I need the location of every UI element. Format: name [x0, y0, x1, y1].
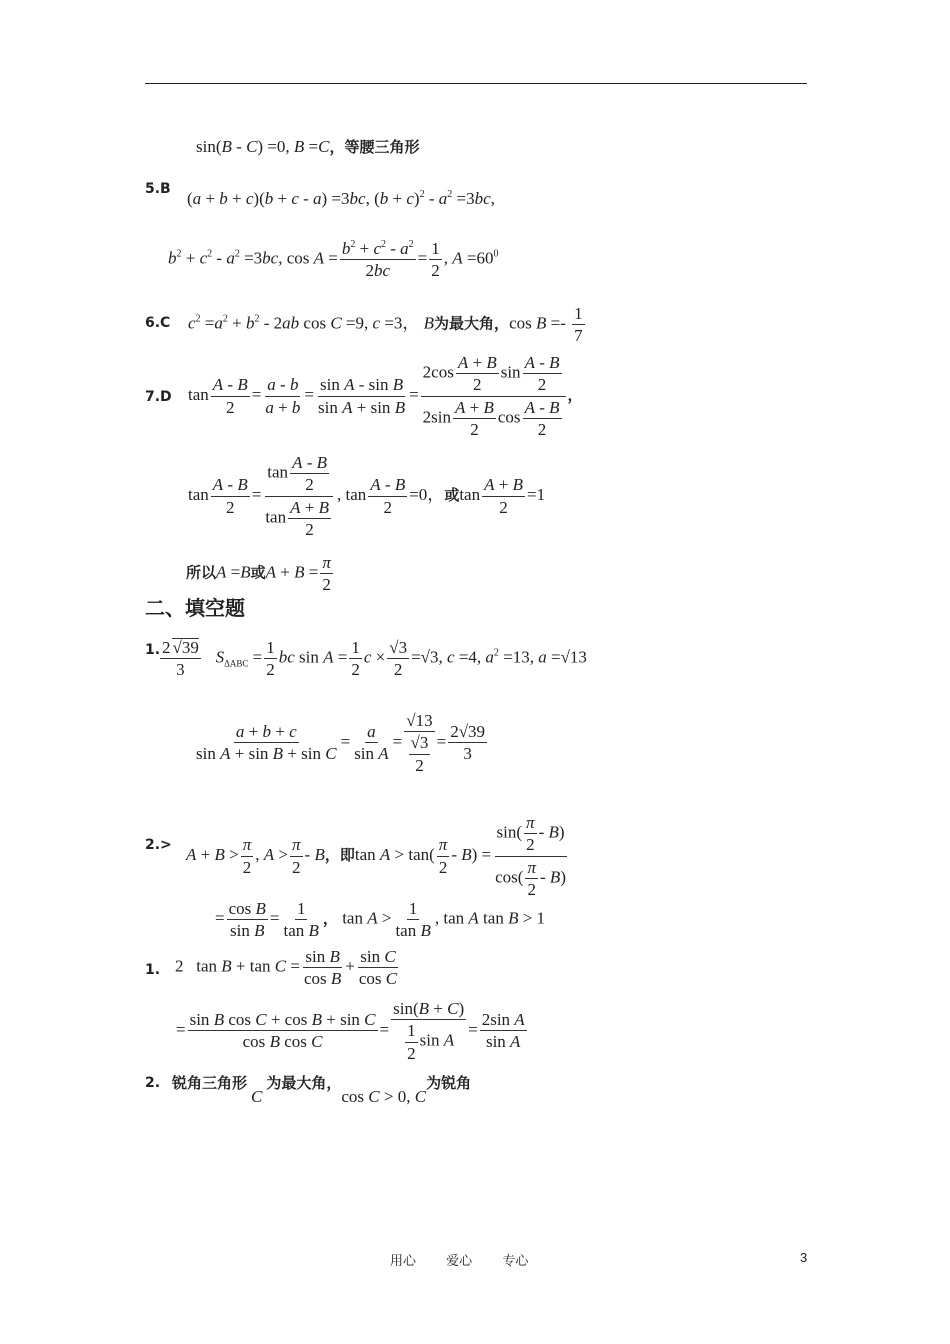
eq-f3-line2: = $\frac{\text{sin B cos C + cos B + sin C}}{\text{cos B cos C}}$ = sin(B + C) $\frac{1}{2}$ sin A = $\frac{\text{2sin A}}{\text{sin A}}$	[176, 999, 525, 1063]
text-acute-triangle: 锐角三角形	[172, 1074, 248, 1092]
eq-6: $c^2 =a^2 + b^2 - 2ab$ cos C =9, c =3， B为最大角，cos B =- $\frac{1}{7}$	[188, 304, 583, 346]
eq-f4: 锐角三角形C为最大角，cos C > 0, C为锐角	[172, 1074, 472, 1106]
text-acute-angle: 为锐角	[426, 1074, 472, 1092]
page-number: 3	[800, 1250, 808, 1265]
eq-5-line1: (a + b + c)(b + c - a) =3bc, $(b + c)^2 - a^2 =3bc$,	[187, 189, 495, 208]
answer-label-7: 7.D	[145, 389, 172, 405]
fill-label-4: 2.	[145, 1075, 161, 1091]
comma-2: ，	[322, 909, 338, 928]
text-largest-angle: 为最大角，	[434, 314, 510, 333]
fill-label-2: 2.>	[145, 837, 172, 853]
footer	[390, 1250, 554, 1269]
text-namely: ，即	[324, 845, 355, 864]
text-therefore: 所以	[186, 563, 217, 582]
eq-7-line2: tan $\frac{A - B}{2}$ = tan $\frac{A - B}{2}$ tan $\frac{A + B}{2}$ , tan $\frac{A - B}{2}$ =0，或tan $\frac{A + B}{2}$ =1	[188, 453, 546, 539]
eq-f1-line2: $\frac{a + b + c}{\text{sin A + sin B + sin C}}$ = $\frac{a}{\text{sin A}}$ = $\frac{√13}{\frac{√3}{2}}$ = $\frac{2√39}{3}$	[196, 711, 486, 775]
eq-f2-line1: A + B > $\frac{\pi}{2}$ , A > $\frac{\pi}{2}$ - B，即tan A > tan( $\frac{\pi}{2}$ - B) = sin( $\frac{\pi}{2}$ - B) cos( $\frac{\pi}{2}$ - B)	[186, 813, 566, 899]
fill-label-3: 1.	[145, 962, 161, 978]
text-or-2: 或	[250, 563, 266, 582]
eq-f2-line2: = $\frac{\text{cos B}}{\text{sin B}}$ = $\frac{1}{\text{tan B}}$ ， tan A > $\frac{1}{\text{tan B}}$ , tan A tan B > 1	[215, 899, 546, 941]
eq-sin-b-c: sin(B - C) =0, B =C，等腰三角形	[196, 137, 420, 156]
var-b: B	[423, 313, 435, 333]
eq-f3-line1: 2 tan B + tan C = $\frac{\text{sin B}}{\text{cos B}}$ + $\frac{\text{sin C}}{\text{cos C}}$	[175, 947, 398, 989]
footer-item: 用心	[390, 1254, 417, 1269]
section-title: 二、填空题	[145, 596, 245, 620]
text-or: 或	[444, 485, 460, 504]
answer-label-5: 5.B	[145, 181, 171, 197]
eq-7-line3: 所以A =B或A + B = $\frac{\pi}{2}$	[186, 553, 331, 595]
header-rule	[145, 83, 807, 84]
footer-item: 爱心	[446, 1254, 473, 1269]
text-largest-angle-2: 为最大角，	[266, 1074, 342, 1092]
text-isosceles: ，等腰三角形	[329, 138, 420, 156]
eq-5-line2: $b^2 + c^2 - a^2 =3bc$, cos A = $\frac{b^2 + c^2 - a^2}{2bc}$ = $\frac{1}{2}$ , $A =60^0$	[168, 239, 499, 281]
answer-value: 2	[175, 956, 184, 976]
eq-7-line1: tan $\frac{A - B}{2}$ = $\frac{a - b}{a + b}$ = $\frac{\text{sin A - sin B}}{\text{sin A + sin B}}$ = 2cos $\frac{A + B}{2}$ sin $\frac{A - B}{2}$ 2sin $\frac{A + B}{2}$ cos $\frac{A - B}{2}$ ，	[188, 353, 583, 439]
fill-label-1: 1.	[145, 642, 161, 658]
footer-item: 专心	[502, 1254, 529, 1269]
eq-f1-line1: $\frac{2 √39}{3}$ $S_{\Delta ABC}$ = $\frac{1}{2}$ bc sin A = $\frac{1}{2}$ c × $\frac{√3}{2}$ =√3, c =4, $a^2 =13$, a =√13	[162, 638, 587, 680]
answer-label-6: 6.C	[145, 315, 171, 331]
comma: ，	[567, 385, 583, 404]
